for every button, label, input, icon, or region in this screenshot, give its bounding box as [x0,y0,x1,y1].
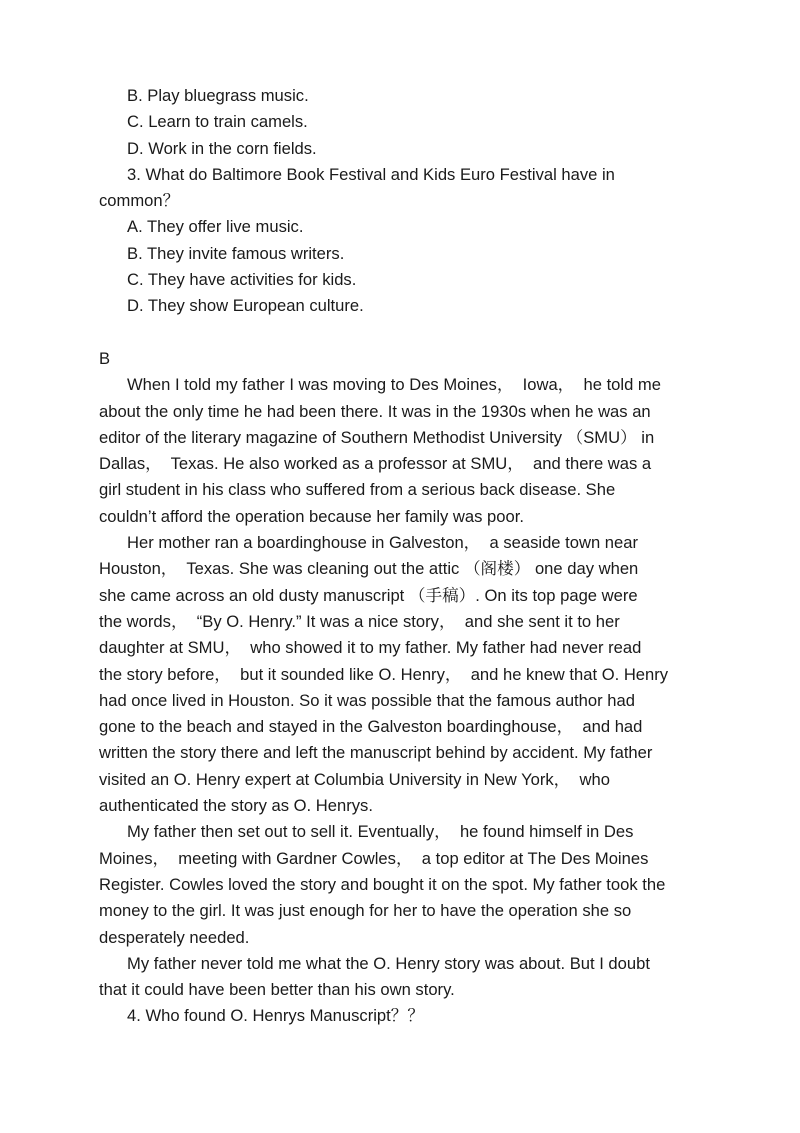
passage-line: editor of the literary magazine of Southern Methodist University （SMU） in [99,427,655,447]
passage-line: couldn’t afford the operation because her family was poor. [99,506,524,526]
passage-paragraph-3 [99,819,709,950]
passage-paragraph-1 [99,372,709,530]
blank-line [99,320,709,346]
q3-option-b: B. They invite famous writers. [127,243,345,263]
passage-line: she came across an old dusty manuscript （手稿）. On its top page were [99,585,638,605]
q3-stem-line-2: common？ [99,191,180,211]
passage-line: Register. Cowles loved the story and bought it on the spot. My father took the [99,874,666,894]
passage-line: written the story there and left the manuscript behind by accident. My father [99,743,653,763]
passage-line: Dallas， Texas. He also worked as a professor at SMU， and there was a [99,454,652,474]
q2-option-c: C. Learn to train camels. [127,112,308,132]
q3-stem-line-1: 3. What do Baltimore Book Festival and Kids Euro Festival have in [127,164,615,184]
passage-line: had once lived in Houston. So it was possible that the famous author had [99,690,635,710]
passage-line: the words， “By O. Henry.” It was a nice story， and she sent it to her [99,611,620,631]
q2-option-d: D. Work in the corn fields. [127,138,317,158]
passage-line: Her mother ran a boardinghouse in Galveston， a seaside town near [127,533,639,553]
passage-line: visited an O. Henry expert at Columbia University in New York， who [99,769,610,789]
passage-line: that it could have been better than his own story. [99,980,455,1000]
passage-line: When I told my father I was moving to Des Moines， Iowa， he told me [127,375,661,395]
passage-line: desperately needed. [99,927,250,947]
document-body [99,83,709,1030]
section-label: B [99,348,111,368]
passage-line: Moines， meeting with Gardner Cowles， a top editor at The Des Moines [99,848,649,868]
passage-line: Houston， Texas. She was cleaning out the attic （阁楼） one day when [99,559,639,579]
passage-paragraph-2 [99,530,709,819]
q3-option-d: D. They show European culture. [127,296,364,316]
passage-line: My father never told me what the O. Henry story was about. But I doubt [127,953,650,973]
q3-option-a: A. They offer live music. [127,217,304,237]
passage-line: about the only time he had been there. It was in the 1930s when he was an [99,401,651,421]
q4-stem: 4. Who found O. Henrys Manuscript？？ [127,1006,424,1026]
q3-option-c: C. They have activities for kids. [127,270,357,290]
passage-line: gone to the beach and stayed in the Galveston boardinghouse， and had [99,717,643,737]
passage-line: money to the girl. It was just enough for her to have the operation she so [99,901,632,921]
passage-line: the story before， but it sounded like O. Henry， and he knew that O. Henry [99,664,669,684]
passage-line: authenticated the story as O. Henrys. [99,796,373,816]
passage-line: girl student in his class who suffered from a serious back disease. She [99,480,616,500]
passage-paragraph-4 [99,951,709,1004]
passage-line: My father then set out to sell it. Eventually， he found himself in Des [127,822,634,842]
passage-line: daughter at SMU， who showed it to my father. My father had never read [99,638,642,658]
q2-option-b: B. Play bluegrass music. [127,86,309,105]
